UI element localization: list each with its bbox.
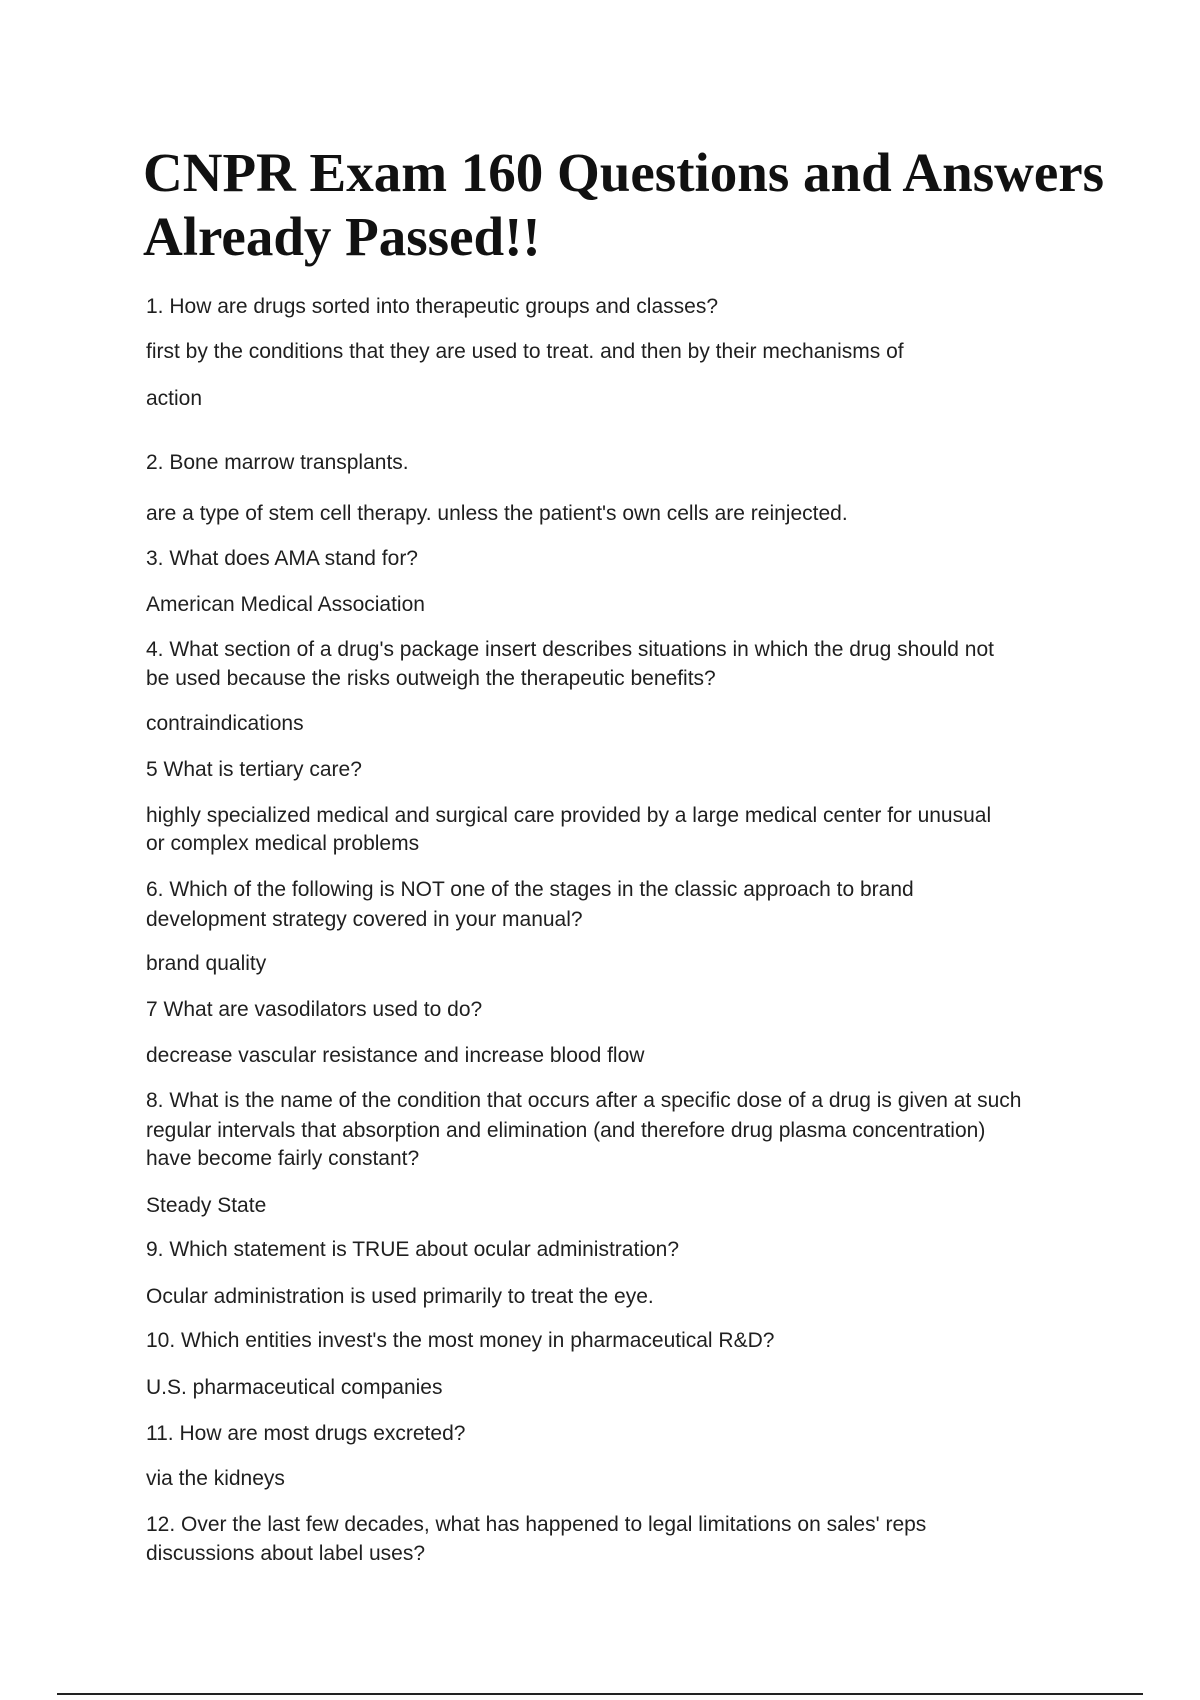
question-6-line-1: 6. Which of the following is NOT one of the stages in the classic approach to brand: [146, 878, 914, 901]
answer-8-line-1: Steady State: [146, 1194, 267, 1217]
question-12-line-1: 12. Over the last few decades, what has happened to legal limitations on sales' reps: [146, 1513, 927, 1536]
title-line-2: Already Passed!!: [143, 206, 541, 267]
question-4-line-1: 4. What section of a drug's package insert describes situations in which the drug should not: [146, 638, 994, 661]
question-11-line-1: 11. How are most drugs excreted?: [146, 1422, 466, 1445]
answer-10-line-1: U.S. pharmaceutical companies: [146, 1376, 443, 1399]
answer-5-line-2: or complex medical problems: [146, 832, 420, 855]
question-1-line-1: 1. How are drugs sorted into therapeutic groups and classes?: [146, 295, 718, 318]
question-8-line-3: have become fairly constant?: [146, 1147, 420, 1170]
question-6-line-2: development strategy covered in your manual?: [146, 908, 583, 931]
question-2-line-1: 2. Bone marrow transplants.: [146, 451, 409, 474]
answer-5-line-1: highly specialized medical and surgical care provided by a large medical center for unusual: [146, 804, 992, 827]
answer-6-line-1: brand quality: [146, 952, 267, 975]
answer-1-line-2: action: [146, 387, 203, 410]
answer-3-line-1: American Medical Association: [146, 593, 425, 616]
answer-9-line-1: Ocular administration is used primarily to treat the eye.: [146, 1285, 654, 1308]
question-4-line-2: be used because the risks outweigh the therapeutic benefits?: [146, 667, 716, 690]
question-7-line-1: 7 What are vasodilators used to do?: [146, 998, 483, 1021]
question-10-line-1: 10. Which entities invest's the most money in pharmaceutical R&D?: [146, 1329, 775, 1352]
answer-7-line-1: decrease vascular resistance and increase blood flow: [146, 1044, 645, 1067]
question-8-line-1: 8. What is the name of the condition that occurs after a specific dose of a drug is given at such: [146, 1089, 1022, 1112]
title-line-1: CNPR Exam 160 Questions and Answers: [143, 142, 1105, 203]
answer-2-line-1: are a type of stem cell therapy. unless the patient's own cells are reinjected.: [146, 502, 848, 525]
page-title: [143, 141, 1183, 269]
question-9-line-1: 9. Which statement is TRUE about ocular administration?: [146, 1238, 680, 1261]
answer-4-line-1: contraindications: [146, 712, 304, 735]
bottom-divider: [57, 1693, 1143, 1695]
answer-1-line-1: first by the conditions that they are used to treat. and then by their mechanisms of: [146, 340, 904, 363]
answer-11-line-1: via the kidneys: [146, 1467, 285, 1490]
question-5-line-1: 5 What is tertiary care?: [146, 758, 362, 781]
question-8-line-2: regular intervals that absorption and elimination (and therefore drug plasma concentration): [146, 1119, 986, 1142]
question-3-line-1: 3. What does AMA stand for?: [146, 547, 418, 570]
question-12-line-2: discussions about label uses?: [146, 1542, 426, 1565]
